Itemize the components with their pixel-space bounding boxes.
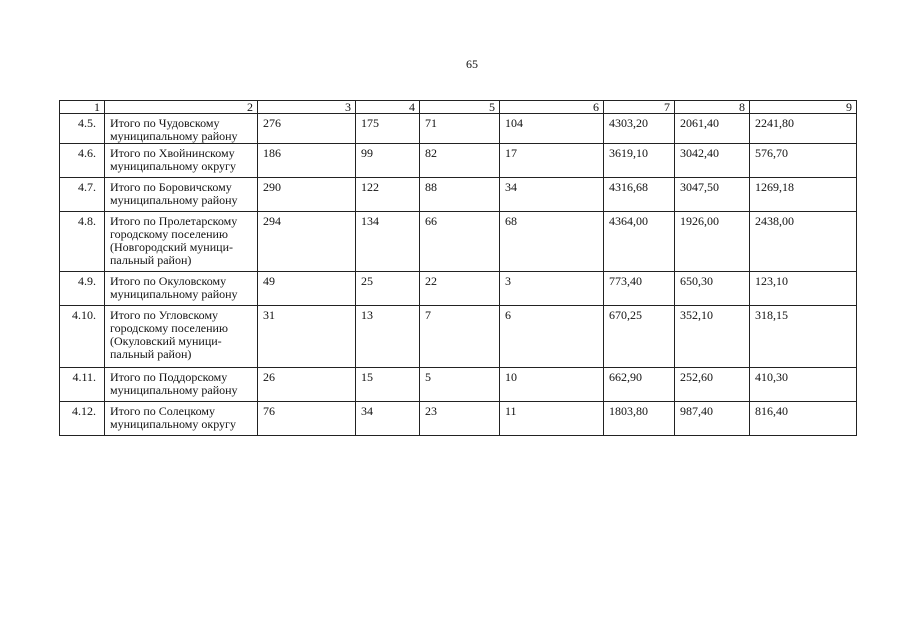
cell-col-5: 23 [420,402,500,436]
row-number: 4.8. [60,212,105,272]
cell-col-8: 352,10 [675,306,750,368]
row-name [105,306,258,368]
row-name-line: муниципальному округу [110,159,236,173]
row-name-line: муниципальному району [110,193,238,207]
column-header-7: 7 [604,101,675,114]
table-row [60,178,857,212]
row-name [105,368,258,402]
column-header-5: 5 [420,101,500,114]
table-header-row [60,101,857,114]
row-name [105,144,258,178]
cell-col-6: 11 [500,402,604,436]
row-name [105,212,258,272]
row-number: 4.9. [60,272,105,306]
cell-col-5: 7 [420,306,500,368]
row-name-line: Итого по Чудовскому [110,116,220,130]
cell-col-7: 1803,80 [604,402,675,436]
row-name-line: Итого по Пролетарскому [110,214,238,228]
row-number: 4.5. [60,114,105,144]
row-number: 4.12. [60,402,105,436]
row-name-line: муниципальному району [110,383,238,397]
row-number: 4.11. [60,368,105,402]
data-table [59,100,857,436]
table-row [60,144,857,178]
cell-col-8: 3042,40 [675,144,750,178]
cell-col-9: 318,15 [750,306,857,368]
row-name-line: Итого по Солецкому [110,404,215,418]
column-header-6: 6 [500,101,604,114]
table-row [60,402,857,436]
cell-col-4: 15 [356,368,420,402]
table-row [60,212,857,272]
row-name [105,402,258,436]
table-row [60,272,857,306]
column-header-2: 2 [105,101,258,114]
table-row [60,368,857,402]
cell-col-3: 31 [258,306,356,368]
cell-col-7: 4364,00 [604,212,675,272]
cell-col-5: 88 [420,178,500,212]
cell-col-6: 3 [500,272,604,306]
row-name-line: городскому поселению [110,321,228,335]
row-name [105,178,258,212]
cell-col-9: 410,30 [750,368,857,402]
cell-col-6: 6 [500,306,604,368]
cell-col-6: 34 [500,178,604,212]
row-number: 4.7. [60,178,105,212]
row-name [105,114,258,144]
cell-col-9: 816,40 [750,402,857,436]
cell-col-8: 2061,40 [675,114,750,144]
row-name-line: Итого по Окуловскому [110,274,227,288]
row-name-line: муниципальному району [110,287,238,301]
cell-col-7: 3619,10 [604,144,675,178]
row-name-line: муниципальному округу [110,417,236,431]
row-name-line: (Новгородский муници- [110,240,233,254]
cell-col-7: 4316,68 [604,178,675,212]
cell-col-8: 650,30 [675,272,750,306]
cell-col-8: 1926,00 [675,212,750,272]
cell-col-7: 773,40 [604,272,675,306]
cell-col-4: 134 [356,212,420,272]
cell-col-6: 10 [500,368,604,402]
cell-col-9: 2241,80 [750,114,857,144]
cell-col-5: 82 [420,144,500,178]
cell-col-4: 99 [356,144,420,178]
row-name-line: пальный район) [110,347,192,361]
cell-col-9: 123,10 [750,272,857,306]
cell-col-7: 662,90 [604,368,675,402]
cell-col-6: 104 [500,114,604,144]
cell-col-4: 122 [356,178,420,212]
row-number: 4.10. [60,306,105,368]
column-header-8: 8 [675,101,750,114]
row-number: 4.6. [60,144,105,178]
cell-col-3: 276 [258,114,356,144]
cell-col-7: 4303,20 [604,114,675,144]
row-name-line: муниципальному району [110,129,238,143]
cell-col-4: 34 [356,402,420,436]
cell-col-8: 987,40 [675,402,750,436]
row-name-line: Итого по Поддорскому [110,370,228,384]
cell-col-9: 576,70 [750,144,857,178]
cell-col-9: 2438,00 [750,212,857,272]
cell-col-3: 186 [258,144,356,178]
column-header-3: 3 [258,101,356,114]
row-name-line: Итого по Угловскому [110,308,219,322]
cell-col-6: 17 [500,144,604,178]
row-name-line: Итого по Хвойнинскому [110,146,235,160]
cell-col-3: 76 [258,402,356,436]
column-header-1: 1 [60,101,105,114]
cell-col-3: 26 [258,368,356,402]
cell-col-5: 71 [420,114,500,144]
cell-col-5: 22 [420,272,500,306]
cell-col-4: 25 [356,272,420,306]
row-name-line: (Окуловский муници- [110,334,222,348]
cell-col-5: 5 [420,368,500,402]
cell-col-3: 49 [258,272,356,306]
cell-col-7: 670,25 [604,306,675,368]
row-name-line: Итого по Боровичскому [110,180,232,194]
cell-col-3: 290 [258,178,356,212]
table-row [60,306,857,368]
row-name-line: городскому поселению [110,227,228,241]
cell-col-8: 252,60 [675,368,750,402]
row-name [105,272,258,306]
cell-col-4: 175 [356,114,420,144]
cell-col-5: 66 [420,212,500,272]
cell-col-3: 294 [258,212,356,272]
cell-col-6: 68 [500,212,604,272]
page-number: 65 [466,57,478,71]
cell-col-8: 3047,50 [675,178,750,212]
cell-col-9: 1269,18 [750,178,857,212]
column-header-9: 9 [750,101,857,114]
column-header-4: 4 [356,101,420,114]
row-name-line: пальный район) [110,253,192,267]
table-row [60,114,857,144]
cell-col-4: 13 [356,306,420,368]
